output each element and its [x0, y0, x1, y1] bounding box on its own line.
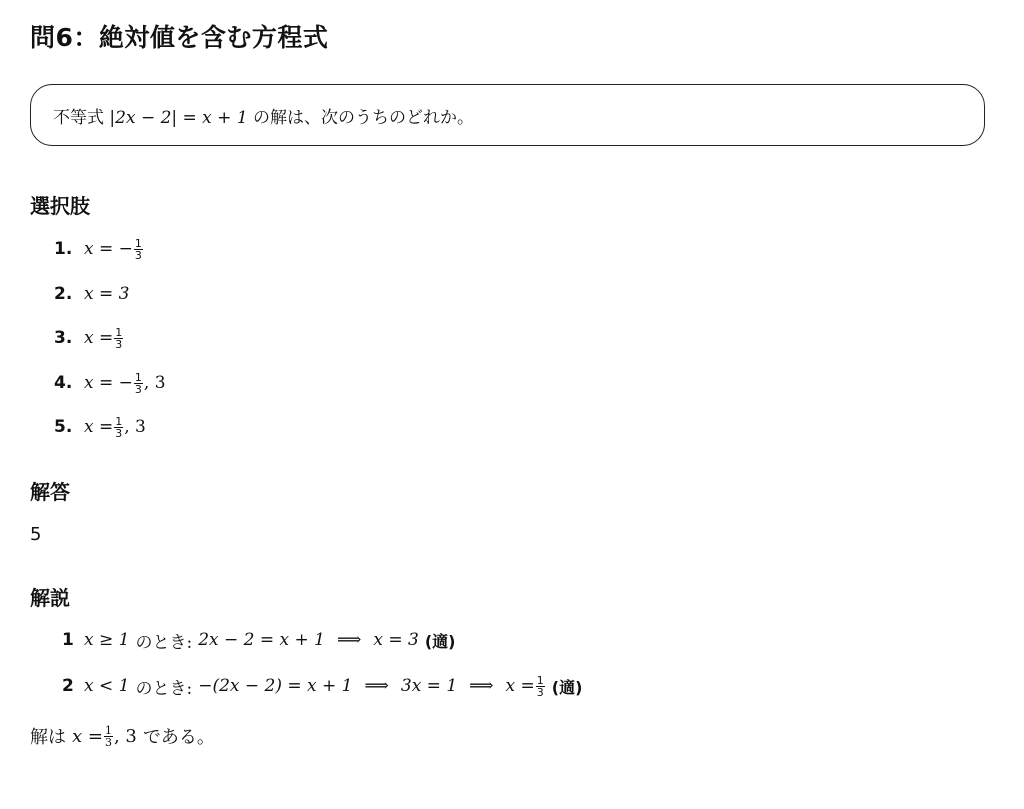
- choice-lhs: x = 3: [84, 284, 130, 304]
- choice-rest: , 3: [143, 373, 166, 393]
- fraction-denominator: 3: [104, 735, 112, 749]
- explanation-heading: 解説: [30, 586, 70, 610]
- choice-item-1: [54, 236, 144, 262]
- question-equation: |2x − 2| = x + 1: [109, 108, 248, 128]
- page-title: 問6：絶対値を含む方程式: [30, 23, 329, 52]
- choice-number: 5.: [54, 417, 73, 437]
- step-result-fraction: [536, 675, 545, 698]
- step-equation: 2x − 2 = x + 1: [198, 630, 325, 650]
- implies-arrow: ⟹: [469, 676, 494, 696]
- choice-item-5: [54, 414, 146, 440]
- step-tag: (適): [424, 631, 456, 651]
- conclusion-fraction: [104, 725, 113, 748]
- question-text: [53, 103, 474, 128]
- conclusion-suffix: である。: [142, 727, 215, 748]
- step-condition: x < 1: [84, 676, 130, 696]
- fraction-numerator: 1: [115, 325, 123, 339]
- answer-value: 5: [30, 524, 42, 545]
- choice-fraction: [134, 372, 143, 395]
- fraction-denominator: 3: [115, 426, 123, 440]
- step-tag: (適): [551, 677, 583, 697]
- fraction-denominator: 3: [536, 685, 544, 699]
- choice-rest: , 3: [124, 417, 146, 437]
- question-suffix: の解は、次のうちのどれか。: [253, 108, 475, 128]
- choice-number: 3.: [54, 328, 73, 348]
- choices-heading: 選択肢: [30, 194, 90, 218]
- fraction-numerator: 1: [134, 370, 142, 384]
- choice-number: 1.: [54, 239, 73, 259]
- choice-lhs: x =: [84, 417, 114, 437]
- fraction-denominator: 3: [134, 248, 142, 262]
- step-intermediate: 3x = 1: [400, 676, 458, 696]
- step-condition-label: のとき:: [135, 632, 193, 653]
- fraction-numerator: 1: [536, 673, 544, 687]
- step-result: x = 3: [373, 630, 419, 650]
- step-number: 2: [62, 676, 74, 696]
- choice-lhs: x = −: [84, 239, 133, 259]
- step-equation: −(2x − 2) = x + 1: [198, 676, 353, 696]
- choice-item-3: [54, 325, 124, 351]
- fraction-denominator: 3: [134, 382, 142, 396]
- choice-lhs: x =: [84, 328, 114, 348]
- implies-arrow: ⟹: [364, 676, 389, 696]
- choice-lhs: x = −: [84, 373, 133, 393]
- explanation-step-1: [62, 626, 455, 654]
- implies-arrow: ⟹: [336, 630, 362, 650]
- step-condition-label: のとき:: [135, 678, 193, 699]
- question-box: [30, 84, 985, 146]
- fraction-numerator: 1: [104, 723, 112, 737]
- choice-fraction: [114, 416, 123, 439]
- answer-heading: 解答: [30, 480, 70, 504]
- fraction-numerator: 1: [115, 414, 123, 428]
- conclusion-rest: , 3: [113, 725, 137, 747]
- choice-number: 4.: [54, 373, 73, 393]
- conclusion-prefix: 解は: [30, 727, 66, 748]
- choice-item-2: [54, 281, 129, 307]
- fraction-numerator: 1: [134, 236, 142, 250]
- question-prefix: 不等式: [53, 108, 104, 128]
- step-result: x =: [505, 676, 535, 696]
- explanation-step-2: [62, 672, 582, 700]
- step-condition: x ≥ 1: [84, 630, 130, 650]
- fraction-denominator: 3: [115, 337, 123, 351]
- choice-number: 2.: [54, 284, 73, 304]
- conclusion-lhs: x =: [72, 725, 103, 747]
- choice-item-4: [54, 370, 166, 396]
- step-number: 1: [62, 630, 74, 650]
- choice-fraction: [134, 238, 143, 261]
- conclusion: [30, 722, 215, 750]
- choice-fraction: [114, 327, 123, 350]
